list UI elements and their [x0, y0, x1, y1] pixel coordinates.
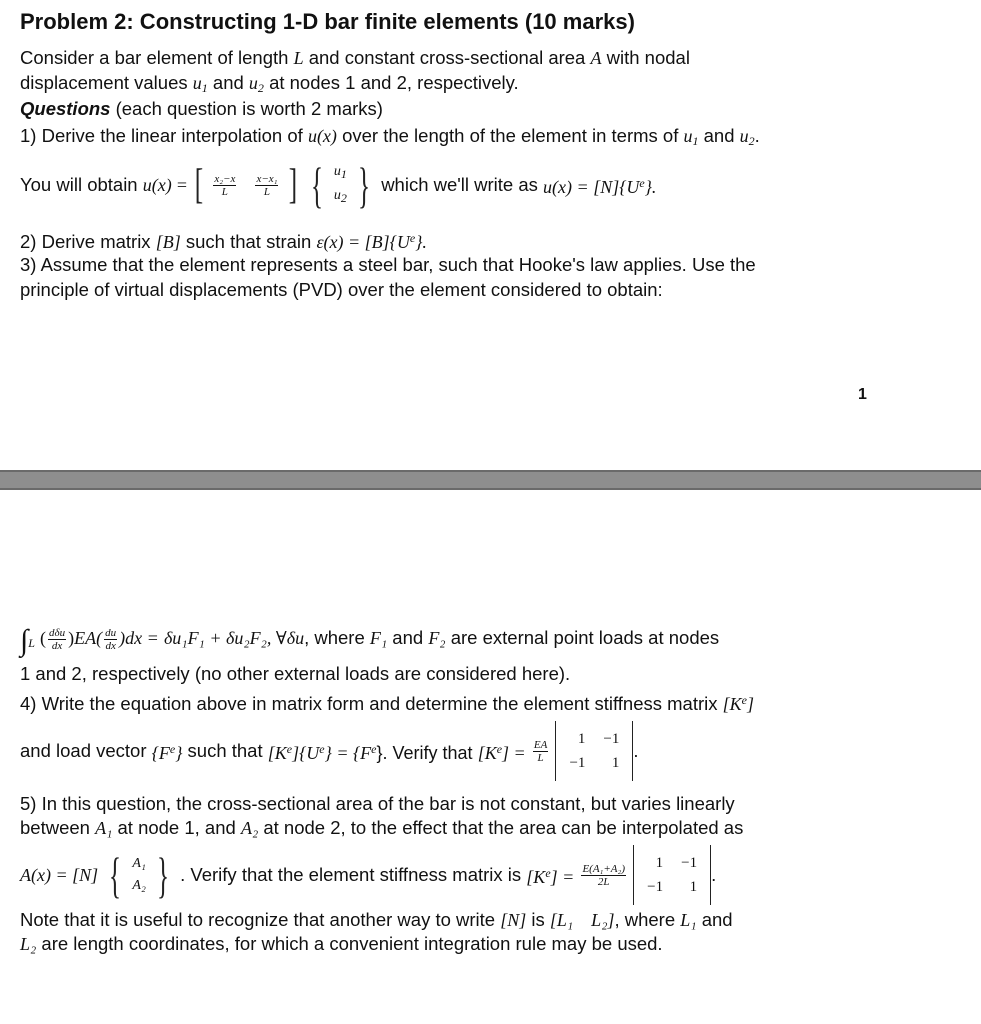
integral-sub: L	[28, 636, 35, 650]
sup: e	[286, 742, 293, 756]
right-brace: }	[358, 157, 371, 213]
text: Note that it is useful to recognize that another way to write	[20, 909, 496, 930]
stiffness-matrix	[555, 721, 633, 781]
q1-line-2	[20, 157, 657, 213]
left-brace: {	[109, 847, 122, 903]
math: ε(x) = [B]{U	[316, 232, 410, 252]
math-A1: A₁	[95, 818, 113, 838]
math: }.	[644, 177, 657, 197]
text: and	[392, 627, 424, 648]
page-top	[0, 0, 981, 470]
math-F1: F₁	[369, 628, 388, 648]
text: at node 1, and	[117, 817, 236, 838]
questions-heading	[20, 97, 383, 121]
fraction-n1	[213, 173, 236, 198]
page-bottom	[0, 490, 981, 1024]
text: , where	[614, 909, 676, 930]
text: are external point loads at nodes	[450, 627, 720, 648]
q1-line-1	[20, 124, 760, 153]
math-strain	[316, 232, 426, 252]
questions-label: Questions	[20, 98, 111, 119]
matrix-row	[638, 851, 706, 875]
math: ] =	[502, 743, 526, 763]
fraction-n2	[255, 173, 278, 198]
left-bracket: [	[194, 162, 204, 208]
math-K	[723, 694, 754, 714]
integral-sign: ∫	[20, 624, 29, 657]
sup: e	[409, 231, 416, 245]
matrix-cell: −1	[647, 879, 664, 895]
math-rhs: δu₁F₁ + δu₂F₂, ∀δu	[163, 628, 305, 648]
sup: e	[319, 742, 325, 756]
text: and	[701, 909, 733, 930]
q5-note-1	[20, 908, 733, 932]
text: . Verify that the element stiffness matrix is	[180, 864, 522, 885]
math-K	[526, 867, 574, 887]
text: such that	[187, 740, 263, 761]
math-u1	[193, 73, 208, 93]
vector-A	[132, 853, 145, 897]
math-K-eq	[478, 743, 526, 763]
math: [K	[477, 743, 497, 763]
matrix-table	[560, 727, 628, 775]
math-u: u	[192, 73, 202, 93]
math: {F	[151, 743, 170, 763]
math: [N]{U	[593, 177, 640, 197]
math: }.	[415, 232, 427, 252]
math: EA(	[74, 628, 103, 648]
num: x₂−x	[214, 172, 236, 185]
math-u2: $u_2$	[739, 126, 755, 148]
paren: (	[40, 628, 47, 648]
page-divider	[0, 470, 981, 490]
math-B: [B]	[155, 232, 181, 252]
equals: =	[176, 175, 188, 195]
math: [K	[526, 867, 546, 887]
math: } = {F	[324, 743, 372, 763]
matrix-cell: −1	[569, 755, 586, 771]
pvd-equation	[20, 626, 719, 655]
text: , where	[304, 627, 365, 648]
text: such that strain	[185, 231, 312, 252]
num: x−x₁	[256, 172, 278, 185]
q5-line-1: 5) In this question, the cross-sectional area of the bar is not constant, but varies linearly	[20, 793, 735, 814]
intro-line-1	[20, 46, 690, 70]
den: L	[263, 185, 271, 198]
fraction-EA1A2	[581, 863, 626, 888]
math: [K	[722, 694, 742, 714]
pvd-line-2: 1 and 2, respectively (no other external loads are considered here).	[20, 663, 571, 684]
vector-u: u1 u2	[333, 164, 347, 205]
sub: 2	[257, 81, 264, 95]
matrix-cell: 1	[655, 855, 664, 871]
intro-line-2	[20, 71, 519, 100]
math: }	[175, 743, 183, 763]
vec-entry: A₁	[132, 856, 146, 871]
sup: e	[639, 176, 645, 190]
math-F2: F₂	[428, 628, 446, 648]
math-A2: A₂	[240, 818, 259, 838]
period: .	[633, 740, 639, 761]
text: is	[531, 909, 545, 930]
text: at nodes 1 and 2, respectively.	[269, 72, 519, 93]
text: and constant cross-sectional area	[308, 47, 586, 68]
den: L	[537, 751, 544, 764]
matrix-table	[638, 851, 706, 899]
sup: e	[169, 742, 176, 756]
math-L1: L₁	[680, 910, 697, 930]
text: }. Verify that	[376, 743, 473, 763]
math: ]{U	[292, 743, 320, 763]
matrix-cell: 1	[577, 731, 586, 747]
fraction-ddu	[48, 627, 66, 652]
questions-note: (each question is worth 2 marks)	[115, 98, 383, 119]
period: .	[711, 864, 717, 885]
text: Consider a bar element of length	[20, 47, 289, 68]
sup: e	[496, 742, 503, 756]
text: You will obtain	[20, 174, 138, 195]
matrix-cell: 1	[611, 755, 620, 771]
text: and	[212, 72, 244, 93]
q3-line-2: principle of virtual displacements (PVD) over the element considered to obtain:	[20, 279, 663, 300]
math-NU: $u(x) = [N]\{U^e\}$.	[543, 176, 657, 197]
matrix-cell: −1	[681, 855, 698, 871]
text: which we'll write as	[381, 174, 538, 195]
math-L1L2: [L₁ L₂]	[549, 910, 615, 930]
math: ]	[747, 694, 755, 714]
sup: e	[545, 866, 551, 880]
math: )dx =	[119, 628, 159, 648]
math-ux: u(x)	[142, 175, 172, 195]
sup: e	[371, 742, 377, 756]
math-u1: $u_1$	[683, 126, 699, 148]
math-A: A	[590, 48, 602, 68]
num: du	[105, 626, 117, 639]
num: EA	[533, 738, 548, 751]
math-N: [N]	[500, 910, 527, 930]
text: at node 2, to the effect that the area can be interpolated as	[263, 817, 744, 838]
paren: )	[68, 628, 75, 648]
text: and load vector	[20, 740, 147, 761]
num: E(A₁+A₂)	[582, 862, 625, 875]
q5-line-2	[20, 816, 743, 840]
text: with nodal	[606, 47, 690, 68]
sup: e	[741, 693, 747, 707]
den: L	[221, 185, 228, 198]
math-ux: u(x)	[307, 126, 337, 146]
matrix-row	[560, 727, 628, 751]
math-KUF	[268, 743, 473, 763]
stiffness-matrix-2	[633, 845, 711, 905]
right-brace: }	[156, 847, 169, 903]
math-ux: u(x)	[543, 177, 573, 197]
period: .	[754, 125, 760, 146]
fraction-du	[104, 627, 117, 652]
matrix-row	[560, 751, 628, 775]
math-Ax: A(x) = [N]	[20, 865, 99, 885]
math: [K	[267, 743, 287, 763]
left-brace: {	[310, 157, 323, 213]
math: ] =	[550, 867, 575, 887]
q4-line-2	[20, 716, 639, 782]
den: dx	[105, 639, 116, 652]
page-number: 1	[858, 386, 867, 403]
math-F	[152, 743, 183, 763]
vec-entry: A₂	[132, 878, 146, 893]
math-L2: L₂	[20, 934, 37, 954]
text: are length coordinates, for which a convenient integration rule may be used.	[41, 933, 663, 954]
math-u2	[249, 73, 264, 93]
text: and	[703, 125, 735, 146]
text: between	[20, 817, 90, 838]
den: 2L	[597, 875, 610, 888]
num: dδu	[49, 626, 66, 639]
text: 4) Write the equation above in matrix form and determine the element stiffness matrix	[20, 693, 718, 714]
den: dx	[51, 639, 63, 652]
text: 2) Derive matrix	[20, 231, 151, 252]
matrix-cell: 1	[689, 879, 698, 895]
fraction-EA-L	[533, 739, 548, 764]
problem-title: Problem 2: Constructing 1-D bar finite elements (10 marks)	[20, 9, 635, 34]
matrix-cell: −1	[603, 731, 620, 747]
math-u: u	[248, 73, 258, 93]
math-L: L	[293, 48, 304, 68]
text: over the length of the element in terms of	[342, 125, 679, 146]
right-bracket: ]	[288, 162, 297, 208]
q3-line-1: 3) Assume that the element represents a steel bar, such that Hooke's law applies. Use the	[20, 254, 756, 275]
q5-line-3	[20, 840, 716, 906]
sub: 1	[201, 81, 208, 95]
text: displacement values	[20, 72, 188, 93]
matrix-row	[638, 875, 706, 899]
text: 1) Derive the linear interpolation of	[20, 125, 303, 146]
q4-line-1	[20, 688, 754, 716]
q5-note-2	[20, 932, 663, 956]
q2-line	[20, 226, 427, 254]
